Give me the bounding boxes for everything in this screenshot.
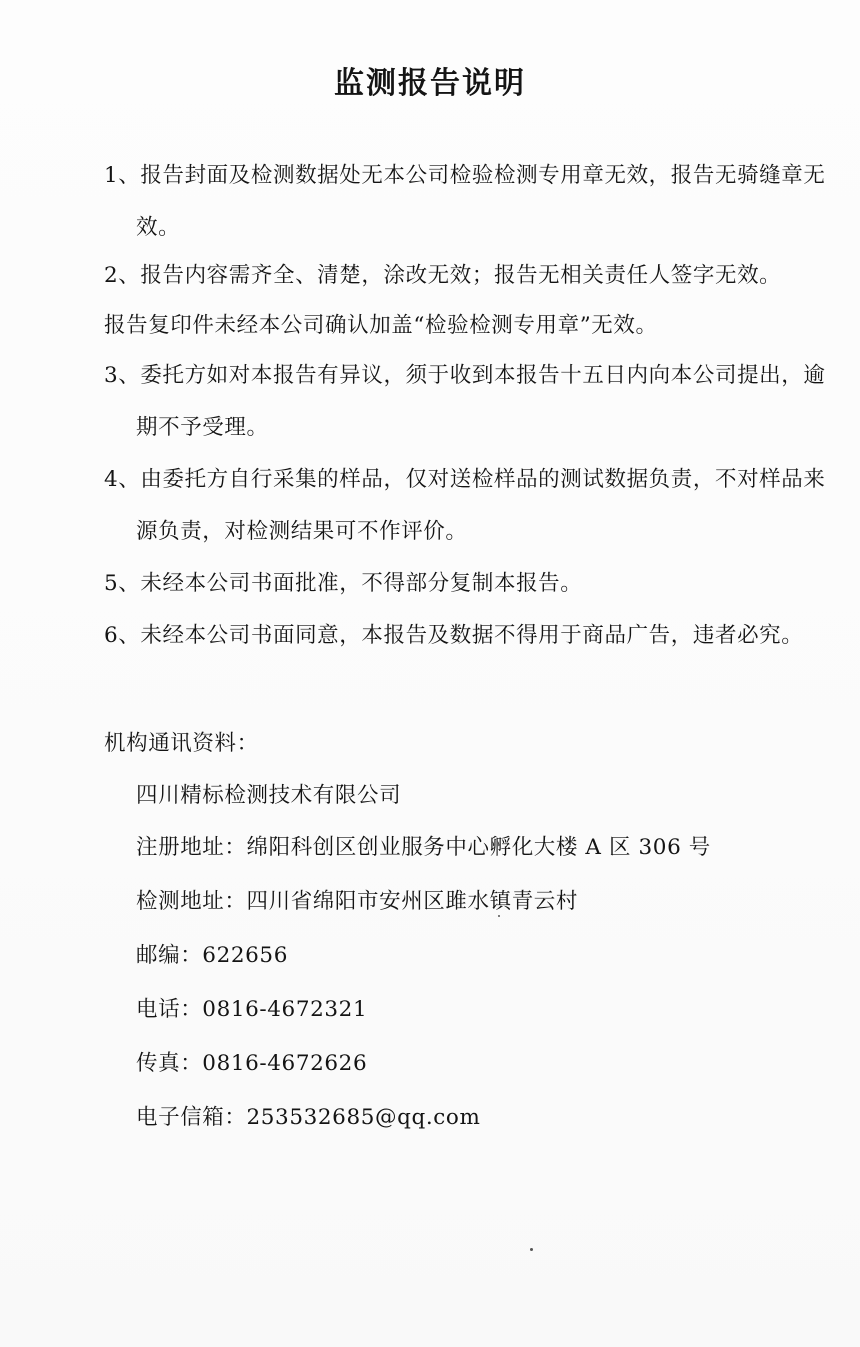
postcode: 邮编：622656 [136, 943, 288, 968]
registered-address: 注册地址：绵阳科创区创业服务中心孵化大楼 A 区 306 号 [136, 835, 711, 860]
fax: 传真：0816-4672626 [136, 1051, 368, 1076]
testing-address: 检测地址：四川省绵阳市安州区雎水镇青云村 [136, 889, 579, 914]
scan-speck [530, 1248, 533, 1251]
note-3-line-1: 3、委托方如对本报告有异议，须于收到本报告十五日内向本公司提出，逾 [104, 363, 826, 388]
contact-heading: 机构通讯资料： [104, 731, 259, 756]
note-4-line-2: 源负责，对检测结果可不作评价。 [136, 519, 468, 544]
page-title: 监测报告说明 [334, 66, 526, 101]
email: 电子信箱：253532685@qq.com [136, 1105, 481, 1130]
note-3-line-2: 期不予受理。 [136, 415, 269, 440]
note-1-line-2: 效。 [136, 215, 181, 240]
note-2-copy-rule: 报告复印件未经本公司确认加盖“检验检测专用章”无效。 [104, 313, 658, 338]
company-name: 四川精标检测技术有限公司 [136, 783, 402, 808]
note-5: 5、未经本公司书面批准，不得部分复制本报告。 [104, 571, 583, 596]
phone: 电话：0816-4672321 [136, 997, 368, 1022]
note-2: 2、报告内容需齐全、清楚，涂改无效；报告无相关责任人签字无效。 [104, 263, 782, 288]
note-4-line-1: 4、由委托方自行采集的样品，仅对送检样品的测试数据负责，不对样品来 [104, 467, 826, 492]
scan-speck [498, 915, 500, 917]
note-6: 6、未经本公司书面同意，本报告及数据不得用于商品广告，违者必究。 [104, 623, 804, 648]
note-1-line-1: 1、报告封面及检测数据处无本公司检验检测专用章无效，报告无骑缝章无 [104, 163, 826, 188]
